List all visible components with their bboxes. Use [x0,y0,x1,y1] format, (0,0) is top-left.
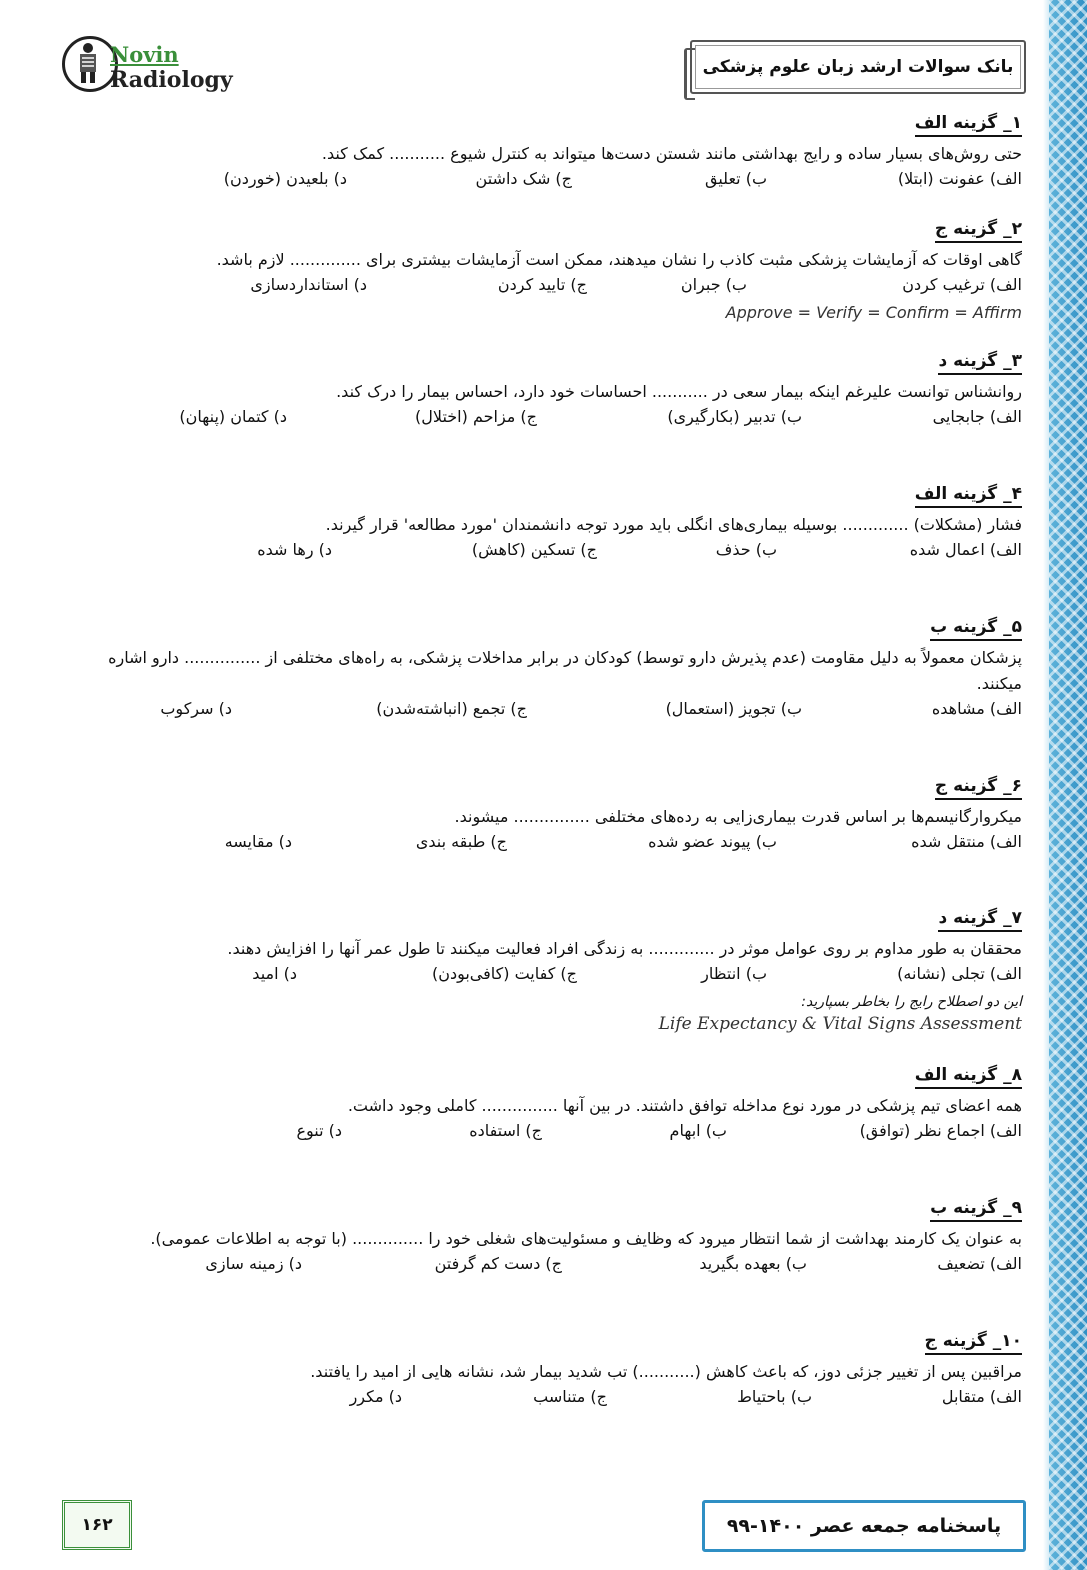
option-b: ب) تجویز (استعمال) [665,699,802,718]
option-a: الف) متقابل [941,1387,1022,1406]
option-d: د) رها شده [257,540,332,559]
question-stem: محققان به طور مداوم بر روی عوامل موثر در ............. به زندگی افراد فعالیت میکنند تا طول عمر آنها را افزایش دهند. [227,939,1022,958]
answer-label: ۲_ گزینه ج [935,218,1022,243]
question-stem: مراقبین پس از تغییر جزئی دوز، که باعث کاهش (...........) تب شدید بیمار شد، نشانه هایی از امید را یافتند. [310,1362,1022,1381]
options-row [80,964,1022,990]
option-d: د) استانداردسازی [250,275,367,294]
option-c: ج) طبقه بندی [415,832,507,851]
option-d: د) کتمان (پنهان) [179,407,287,426]
option-c: ج) تسکین (کاهش) [471,540,597,559]
question-1 [80,112,1022,195]
question-stem: فشار (مشکلات) ............. بوسیله بیماری‌های انگلی باید مورد توجه دانشمندان 'مورد مطالعه' قرار گیرند. [325,515,1022,534]
answer-label: ۱_ گزینه الف [915,112,1022,137]
option-b: ب) انتظار [701,964,767,983]
option-d: د) امید [252,964,297,983]
question-stem: پزشکان معمولاً به دلیل مقاومت (عدم پذیرش دارو توسط) کودکان در برابر مداخلات پزشکی، به راه‌های مختلفی از ............... دارو اشاره میکنند. [108,648,1022,693]
logo-radiology-text: Radiology [110,67,233,93]
question-2 [80,218,1022,322]
option-c: ج) استفاده [469,1121,542,1140]
option-c: ج) شک داشتن [475,169,572,188]
option-c: ج) مزاحم (اختلال) [415,407,537,426]
option-a: الف) مشاهده [931,699,1022,718]
option-a: الف) تجلی (نشانه) [897,964,1022,983]
option-b: ب) بعهده بگیرید [699,1254,807,1273]
question-9 [80,1197,1022,1280]
option-b: ب) ابهام [669,1121,727,1140]
option-a: الف) اجماع نظر (توافق) [859,1121,1022,1140]
question-7 [80,907,1022,1034]
logo [62,34,232,96]
option-a: الف) منتقل شده [911,832,1022,851]
question-stem: گاهی اوقات که آزمایشات پزشکی مثبت کاذب را نشان میدهند، ممکن است آزمایشات بیشتری برای .............. لازم باشد. [216,250,1022,269]
question-stem: به عنوان یک کارمند بهداشت از شما انتظار میرود که وظایف و مسئولیت‌های شغلی خود را .............. (با توجه به اطلاعات عمومی). [150,1229,1022,1248]
option-a: الف) اعمال شده [909,540,1022,559]
logo-novin-text: Novin [110,42,179,67]
options-row [80,1121,1022,1147]
note-persian: این دو اصطلاح رایج را بخاطر بسپارید: [801,994,1022,1010]
option-b: ب) باحتیاط [737,1387,812,1406]
option-d: د) تنوع [296,1121,342,1140]
question-stem: حتی روش‌های بسیار ساده و رایج بهداشتی مانند شستن دست‌ها میتواند به کنترل شیوع ........... کمک کند. [321,144,1022,163]
option-d: د) سرکوب [160,699,232,718]
footer-title-box [702,1500,1026,1552]
option-b: ب) جبران [680,275,747,294]
answer-label: ۵_ گزینه ب [930,616,1022,641]
option-b: ب) تدبیر (بکارگیری) [667,407,802,426]
answer-label: ۹_ گزینه ب [930,1197,1022,1222]
option-d: د) مقایسه [224,832,292,851]
option-c: ج) تایید کردن [497,275,587,294]
question-8 [80,1064,1022,1147]
option-c: ج) کفایت (کافی‌بودن) [431,964,577,983]
question-stem: روانشناس توانست علیرغم اینکه بیمار سعی در ........... احساسات خود دارد، احساس بیمار را درک کند. [336,382,1022,401]
synonyms-note: Approve = Verify = Confirm = Affirm [725,303,1022,322]
question-10 [80,1330,1022,1413]
answer-label: ۱۰_ گزینه ج [925,1330,1022,1355]
header-title: بانک سوالات ارشد زبان علوم پزشکی [702,57,1014,77]
question-5 [80,616,1022,725]
question-stem: میکروارگانیسم‌ها بر اساس قدرت بیماری‌زایی به رده‌های مختلفی ............... میشوند. [454,807,1022,826]
footer-title: پاسخنامه جمعه عصر ۱۴۰۰-۹۹ [726,1515,1002,1537]
options-row [80,169,1022,195]
answer-label: ۴_ گزینه الف [915,483,1022,508]
option-a: الف) تضعیف [937,1254,1022,1273]
options-row [80,540,1022,566]
options-row [80,1254,1022,1280]
question-stem: همه اعضای تیم پزشکی در مورد نوع مداخله توافق داشتند. در بین آنها ............... کاملی وجود داشت. [347,1096,1022,1115]
options-row [80,832,1022,858]
options-row [80,1387,1022,1413]
answer-label: ۷_ گزینه د [938,907,1022,932]
option-d: د) مکرر [349,1387,402,1406]
option-a: الف) عفونت (ابتلا) [897,169,1022,188]
answer-label: ۶_ گزینه ج [935,775,1022,800]
answer-label: ۸_ گزینه الف [915,1064,1022,1089]
page-number-text: ۱۶۲ [81,1515,113,1535]
question-6 [80,775,1022,858]
page-number [62,1500,132,1550]
terms-note: Life Expectancy & Vital Signs Assessment [658,1014,1022,1034]
option-a: الف) جابجایی [932,407,1022,426]
answer-label: ۳_ گزینه د [938,350,1022,375]
option-b: ب) حذف [715,540,777,559]
option-a: الف) ترغیب کردن [902,275,1022,294]
question-3 [80,350,1022,433]
options-row [80,699,1022,725]
question-4 [80,483,1022,566]
side-strip-border [1043,0,1049,1570]
header-banner [690,40,1026,94]
decorative-side-strip [1049,0,1087,1570]
option-b: ب) پیوند عضو شده [648,832,777,851]
options-row [80,407,1022,433]
option-c: ج) تجمع (انباشته‌شدن) [376,699,527,718]
option-d: د) زمینه سازی [205,1254,302,1273]
option-c: ج) متناسب [533,1387,607,1406]
option-c: ج) دست کم گرفتن [434,1254,562,1273]
options-row [80,275,1022,301]
option-b: ب) تعلیق [704,169,767,188]
option-d: د) بلعیدن (خوردن) [223,169,347,188]
